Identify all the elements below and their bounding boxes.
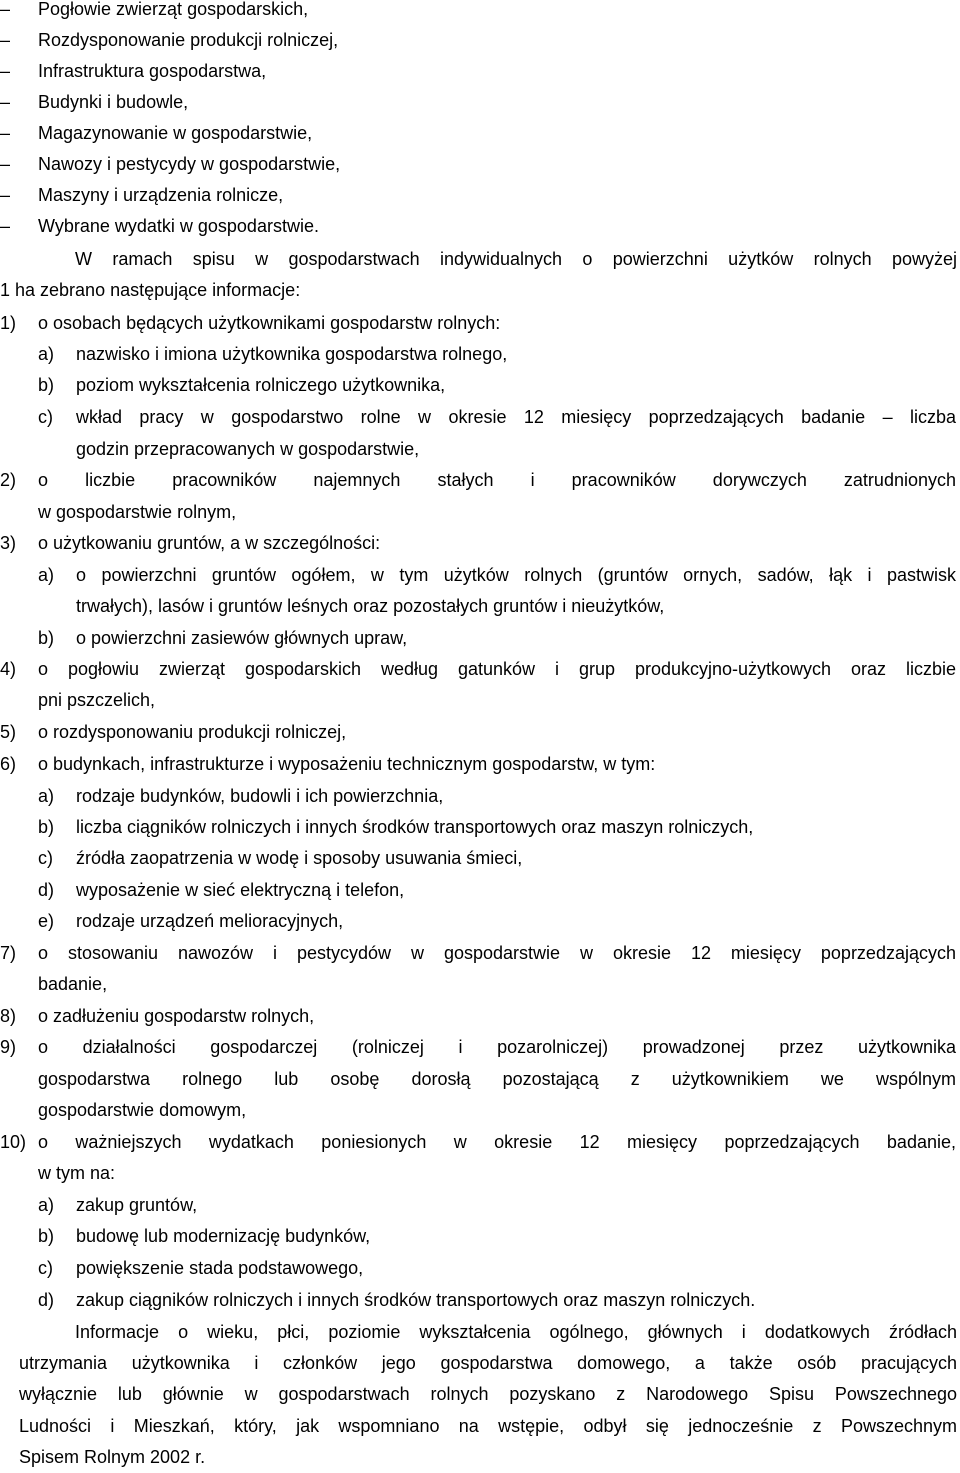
sub-item: b) o powierzchni zasiewów głównych upraw, — [0, 623, 960, 654]
item-label: a) — [38, 786, 55, 806]
item-label: c) — [38, 407, 53, 427]
item-label: 6) — [0, 754, 17, 774]
list-item: 1) o osobach będących użytkownikami gospodarstw rolnych: — [0, 308, 960, 339]
sub-item: a) nazwisko i imiona użytkownika gospodarstwa rolnego, — [0, 339, 960, 370]
list-item-continuation: pni pszczelich, — [38, 690, 156, 710]
item-label: 10) — [0, 1132, 27, 1152]
list-item-continuation: badanie, — [38, 974, 108, 994]
intro-paragraph-line: W ramach spisu w gospodarstwach indywidualnych o powierzchni użytków rolnych powyżej — [75, 249, 957, 269]
sub-item: b) poziom wykształcenia rolniczego użytkownika, — [0, 370, 960, 401]
list-item: 9) o działalności gospodarczej (rolniczej i pozarolniczej) prowadzonej przez użytkownika — [0, 1032, 960, 1063]
bullet-item: – Infrastruktura gospodarstwa, — [0, 56, 960, 87]
item-label: a) — [38, 344, 55, 364]
dash-bullet: – — [0, 30, 11, 50]
sub-item: d) zakup ciągników rolniczych i innych środków transportowych oraz maszyn rolniczych. — [0, 1285, 960, 1316]
sub-item: c) powiększenie stada podstawowego, — [0, 1253, 960, 1284]
item-label: a) — [38, 565, 55, 585]
closing-paragraph-line: Informacje o wieku, płci, poziomie wykształcenia ogólnego, głównych i dodatkowych źródłach — [75, 1322, 957, 1342]
dash-bullet: – — [0, 216, 11, 236]
bullet-item: – Budynki i budowle, — [0, 87, 960, 118]
list-item: 4) o pogłowiu zwierząt gospodarskich według gatunków i grup produkcyjno-użytkowych oraz liczbie — [0, 654, 960, 685]
dash-bullet: – — [0, 154, 11, 174]
sub-item: a) rodzaje budynków, budowli i ich powierzchnia, — [0, 781, 960, 812]
closing-paragraph-line: Ludności i Mieszkań, który, jak wspomniano na wstępie, odbył się jednocześnie z Powszechnym — [19, 1416, 957, 1436]
closing-paragraph-line: wyłącznie lub głównie w gospodarstwach rolnych pozyskano z Narodowego Spisu Powszechnego — [19, 1384, 957, 1404]
item-label: b) — [38, 375, 55, 395]
item-label: 3) — [0, 533, 17, 553]
dash-bullet: – — [0, 123, 11, 143]
list-item-continuation: gospodarstwa rolnego lub osobę dorosłą pozostającą z użytkownikiem we wspólnym — [38, 1069, 956, 1089]
closing-paragraph-line: Spisem Rolnym 2002 r. — [19, 1447, 206, 1467]
bullet-item: – Nawozy i pestycydy w gospodarstwie, — [0, 149, 960, 180]
list-item: 10) o ważniejszych wydatkach poniesionych w okresie 12 miesięcy poprzedzających badanie, — [0, 1127, 960, 1158]
item-label: d) — [38, 880, 55, 900]
sub-item: a) zakup gruntów, — [0, 1190, 960, 1221]
bullet-item: – Maszyny i urządzenia rolnicze, — [0, 180, 960, 211]
list-item: 3) o użytkowaniu gruntów, a w szczególności: — [0, 528, 960, 559]
item-label: 2) — [0, 470, 17, 490]
item-label: 7) — [0, 943, 17, 963]
sub-item: c) źródła zaopatrzenia w wodę i sposoby usuwania śmieci, — [0, 843, 960, 874]
dash-bullet: – — [0, 92, 11, 112]
item-label: b) — [38, 817, 55, 837]
dash-bullet: – — [0, 185, 11, 205]
list-item: 7) o stosowaniu nawozów i pestycydów w gospodarstwie w okresie 12 miesięcy poprzedzających — [0, 938, 960, 969]
list-item-continuation: w gospodarstwie rolnym, — [38, 502, 237, 522]
sub-item: c) wkład pracy w gospodarstwo rolne w okresie 12 miesięcy poprzedzających badanie – liczba — [0, 402, 960, 433]
intro-paragraph-line: 1 ha zebrano następujące informacje: — [0, 280, 301, 300]
list-item-continuation: gospodarstwie domowym, — [38, 1100, 247, 1120]
list-item: 5) o rozdysponowaniu produkcji rolniczej, — [0, 717, 960, 748]
dash-bullet: – — [0, 0, 11, 19]
sub-item: e) rodzaje urządzeń melioracyjnych, — [0, 906, 960, 937]
item-label: b) — [38, 628, 55, 648]
item-label: 4) — [0, 659, 17, 679]
bullet-item: – Pogłowie zwierząt gospodarskich, — [0, 0, 960, 25]
item-label: d) — [38, 1290, 55, 1310]
sub-item: d) wyposażenie w sieć elektryczną i telefon, — [0, 875, 960, 906]
dash-bullet: – — [0, 61, 11, 81]
bullet-item: – Magazynowanie w gospodarstwie, — [0, 118, 960, 149]
item-label: c) — [38, 1258, 53, 1278]
item-label: 5) — [0, 722, 17, 742]
list-item-continuation: w tym na: — [38, 1163, 116, 1183]
sub-item-continuation: godzin przepracowanych w gospodarstwie, — [76, 439, 420, 459]
sub-item-continuation: trwałych), lasów i gruntów leśnych oraz pozostałych gruntów i nieużytków, — [76, 596, 665, 616]
closing-paragraph-line: utrzymania użytkownika i członków jego gospodarstwa domowego, a także osób pracujących — [19, 1353, 957, 1373]
item-label: a) — [38, 1195, 55, 1215]
sub-item: a) o powierzchni gruntów ogółem, w tym użytków rolnych (gruntów ornych, sadów, łąk i pastwisk — [0, 560, 960, 591]
item-label: e) — [38, 911, 55, 931]
list-item: 8) o zadłużeniu gospodarstw rolnych, — [0, 1001, 960, 1032]
sub-item: b) budowę lub modernizację budynków, — [0, 1221, 960, 1252]
bullet-item: – Wybrane wydatki w gospodarstwie. — [0, 211, 960, 242]
sub-item: b) liczba ciągników rolniczych i innych środków transportowych oraz maszyn rolniczych, — [0, 812, 960, 843]
item-label: 8) — [0, 1006, 17, 1026]
list-item: 2) o liczbie pracowników najemnych stałych i pracowników dorywczych zatrudnionych — [0, 465, 960, 496]
bullet-item: – Rozdysponowanie produkcji rolniczej, — [0, 25, 960, 56]
item-label: 9) — [0, 1037, 17, 1057]
item-label: c) — [38, 848, 53, 868]
item-label: b) — [38, 1226, 55, 1246]
list-item: 6) o budynkach, infrastrukturze i wyposażeniu technicznym gospodarstw, w tym: — [0, 749, 960, 780]
item-label: 1) — [0, 313, 17, 333]
